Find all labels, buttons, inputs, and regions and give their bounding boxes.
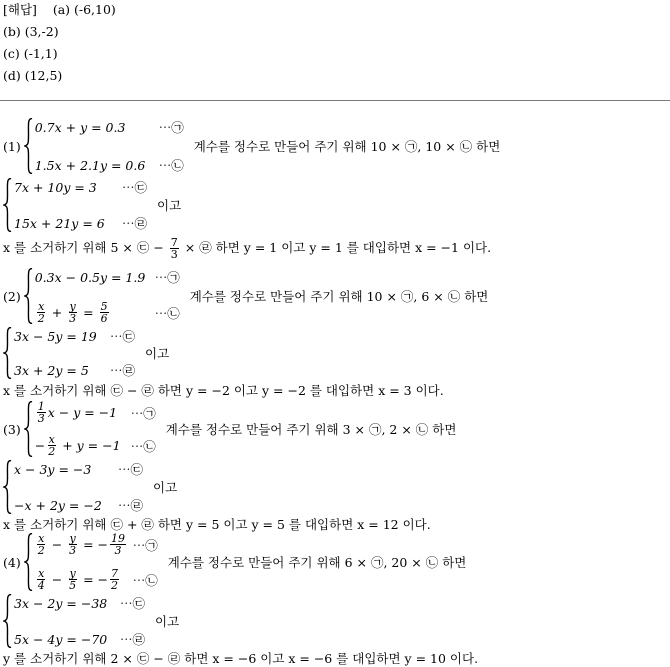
frac-num: x <box>48 433 55 446</box>
sol3-s-tag1: ⋯㉢ <box>118 462 144 477</box>
sol1-s-eq1: 7x + 10y = 3 <box>14 179 97 195</box>
sol3-eq2-rest: + y = −1 <box>62 438 121 453</box>
frac-den: 2 <box>111 579 119 592</box>
sol2-after: 계수를 정수로 만들어 주기 위해 10 × ㉠, 6 × ㉡ 하면 <box>189 289 489 304</box>
sol2-s-tag1: ⋯㉢ <box>110 329 136 344</box>
sol1-concl-b: × ㉣ 하면 y = 1 이고 y = 1 를 대입하면 x = −1 이다. <box>184 240 492 255</box>
answer-a: (a) (-6,10) <box>52 2 116 17</box>
sol2-s-after: 이고 <box>145 346 170 361</box>
frac-num: 19 <box>111 532 126 545</box>
frac-den: 3 <box>37 412 45 425</box>
sol2-new-rows <box>12 327 135 379</box>
sol3-tag1: ⋯㉠ <box>130 405 156 421</box>
sol1-s-eq2: 15x + 21y = 6 <box>14 215 105 231</box>
frac-den: 2 <box>37 544 45 557</box>
sol2-eq2: $\frac{x}{2}$ + $\frac{y}{3}$ = $\frac{5}{6}$ <box>37 300 108 325</box>
answer-title: [해답] <box>3 2 37 17</box>
frac-num: x <box>38 532 45 545</box>
frac-den: 2 <box>48 445 56 458</box>
sol3-after: 계수를 정수로 만들어 주기 위해 3 × ㉠, 2 × ㉡ 하면 <box>165 422 457 437</box>
frac-num: 1 <box>37 400 45 413</box>
frac-num: 7 <box>111 567 119 580</box>
sol1-new-system <box>3 178 181 232</box>
brace-icon <box>24 401 33 457</box>
sol1-tag2: ⋯㉡ <box>158 158 184 173</box>
sol4-s-after: 이고 <box>155 614 180 629</box>
sol3-s-eq1: x − 3y = −3 <box>14 461 92 477</box>
sol4-tag1: ⋯㉠ <box>132 537 158 553</box>
frac-den: 3 <box>69 544 77 557</box>
answer-b: (b) (3,-2) <box>3 24 59 39</box>
sol3-eq2: − $\frac{x}{2}$ + y = −1 <box>34 433 121 458</box>
sol3-rows <box>33 401 156 457</box>
sol2-s-tag2: ⋯㉣ <box>110 363 136 378</box>
sol4-s-eq2: 5x − 4y = −70 <box>14 631 108 647</box>
sol4-eq2: $\frac{x}{4}$ − $\frac{y}{5}$ = − $\frac{7}{2}$ <box>37 567 119 592</box>
divider <box>0 100 670 101</box>
frac-den: 6 <box>100 312 108 325</box>
frac-num: x <box>38 567 45 580</box>
sol4-s-eq1: 3x − 2y = −38 <box>14 595 108 611</box>
sol1-tag1: ⋯㉠ <box>158 120 184 135</box>
sol1-eq2: 1.5x + 2.1y = 0.6 <box>34 157 146 173</box>
frac-num: x <box>38 300 45 313</box>
sol1-eq1: 0.7x + y = 0.3 <box>34 119 126 135</box>
sol4-tag2: ⋯㉡ <box>132 572 158 588</box>
brace-icon <box>3 594 12 648</box>
sol4-s-tag2: ⋯㉣ <box>120 632 146 647</box>
sol1-rows <box>33 118 184 174</box>
sol1-new-rows <box>12 178 147 232</box>
sol4-new-system <box>3 594 179 648</box>
sol4-system <box>3 533 466 591</box>
sol1-after: 계수를 정수로 만들어 주기 위해 10 × ㉠, 10 × ㉡ 하면 <box>193 139 501 154</box>
sol3-new-system <box>3 460 177 514</box>
sol4-after: 계수를 정수로 만들어 주기 위해 6 × ㉠, 20 × ㉡ 하면 <box>167 555 467 570</box>
sol1-s-tag2: ⋯㉣ <box>122 216 148 231</box>
sol1-label: (1) <box>3 138 21 154</box>
sol3-tag2: ⋯㉡ <box>130 438 156 454</box>
frac-num: y <box>69 532 76 545</box>
sol2-s-eq1: 3x − 5y = 19 <box>14 328 97 344</box>
brace-icon <box>24 533 33 591</box>
sol1-s-after: 이고 <box>157 198 182 213</box>
frac-den: 2 <box>37 312 45 325</box>
answer-d: (d) (12,5) <box>3 68 63 83</box>
frac-num: 5 <box>100 300 108 313</box>
brace-icon <box>3 327 12 379</box>
sol1-s-tag1: ⋯㉢ <box>122 180 148 195</box>
sol2-rows <box>33 268 180 324</box>
brace-icon <box>3 178 12 232</box>
sol2-conclusion: x 를 소거하기 위해 ㉢ − ㉣ 하면 y = −2 이고 y = −2 를 대입하면 x = 3 이다. <box>3 383 444 398</box>
sol2-label: (2) <box>3 288 21 304</box>
sol2-system <box>3 268 488 324</box>
sol3-conclusion: x 를 소거하기 위해 ㉢ + ㉣ 하면 y = 5 이고 y = 5 를 대입하면 x = 12 이다. <box>3 517 431 532</box>
sol3-eq1 <box>35 401 123 424</box>
sol4-rows <box>33 533 158 591</box>
sol3-system <box>3 401 456 457</box>
sol1-concl-a: x 를 소거하기 위해 5 × ㉢ − <box>3 240 164 255</box>
sol3-new-rows <box>12 460 143 514</box>
sol3-label: (3) <box>3 421 21 437</box>
sol2-s-eq2: 3x + 2y = 5 <box>14 362 89 378</box>
frac-den: 4 <box>37 579 45 592</box>
sol3-s-eq2: −x + 2y = −2 <box>14 497 102 513</box>
sol3-eq1-rest: x − y = −1 <box>47 405 118 420</box>
sol4-new-rows <box>12 594 145 648</box>
brace-icon <box>3 460 12 514</box>
sol2-eq1: 0.3x − 0.5y = 1.9 <box>34 269 146 285</box>
sol4-eq1: $\frac{x}{2}$ − $\frac{y}{3}$ = − $\frac{19}{3}$ <box>37 532 126 557</box>
brace-icon <box>24 118 33 174</box>
frac-num: 7 <box>170 236 178 249</box>
frac-den: 3 <box>69 312 77 325</box>
sol4-conclusion: y 를 소거하기 위해 2 × ㉢ − ㉣ 하면 x = −6 이고 x = −6 를 대입하면 y = 10 이다. <box>3 651 479 666</box>
frac-den: 3 <box>114 544 122 557</box>
sol2-new-system <box>3 327 169 379</box>
sol3-s-tag2: ⋯㉣ <box>118 498 144 513</box>
sol3-s-after: 이고 <box>153 480 178 495</box>
sol1-conclusion <box>3 236 491 260</box>
frac-num: y <box>69 567 76 580</box>
sol4-label: (4) <box>3 554 21 570</box>
answer-line-a <box>3 2 116 18</box>
frac-num: y <box>69 300 76 313</box>
frac-den: 5 <box>69 579 77 592</box>
sol1-system <box>3 118 500 174</box>
frac-den: 3 <box>170 248 178 261</box>
sol4-s-tag1: ⋯㉢ <box>120 596 146 611</box>
sol2-tag1: ⋯㉠ <box>154 270 180 285</box>
brace-icon <box>24 268 33 324</box>
sol2-tag2: ⋯㉡ <box>154 305 180 321</box>
answer-c: (c) (-1,1) <box>3 46 58 61</box>
sol1-fraction <box>170 237 179 260</box>
